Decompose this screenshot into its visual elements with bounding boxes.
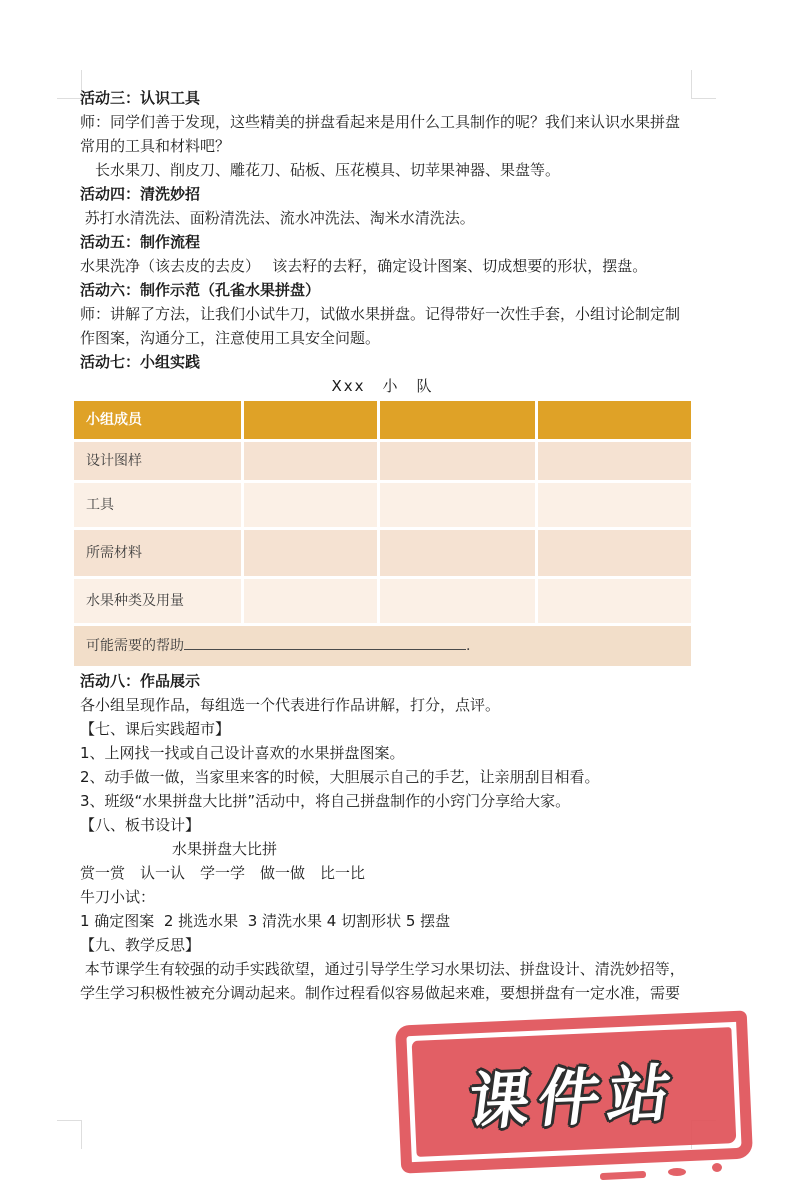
activity8-heading: 活动八：作品展示: [80, 672, 201, 690]
table-cell-empty[interactable]: [244, 483, 378, 527]
reflection-line2: 学生学习积极性被充分调动起来。制作过程看似容易做起来难，要想拼盘有一定水准，需要: [80, 984, 681, 1002]
text-boundary-mark-bottom-left: [57, 1120, 82, 1149]
document-body: [80, 86, 694, 1005]
activity3-text-line1: 师：同学们善于发现，这些精美的拼盘看起来是用什么工具制作的呢？我们来认识水果拼盘: [80, 113, 681, 131]
activity6-text-line2: 作图案，沟通分工，注意使用工具安全问题。: [80, 329, 381, 347]
stamp-text: 课件站: [463, 1055, 684, 1139]
group-practice-table: [71, 398, 694, 669]
table-cell-empty[interactable]: [538, 442, 691, 480]
board-design-title: 水果拼盘大比拼: [172, 840, 278, 858]
board-design-line: 赏一赏 认一认 学一学 做一做 比一比: [80, 864, 366, 882]
text-boundary-mark-top-left: [57, 70, 82, 99]
table-header-members: 小组成员: [74, 401, 241, 439]
group-table-caption: Xxx 小 队: [331, 377, 434, 395]
activity5-heading: 活动五：制作流程: [80, 233, 201, 251]
help-label: 可能需要的帮助: [86, 638, 184, 654]
table-header-cell-empty[interactable]: [538, 401, 691, 439]
row-label-materials: 所需材料: [74, 530, 241, 576]
table-cell-empty[interactable]: [380, 483, 534, 527]
activity8-text: 各小组呈现作品，每组选一个代表进行作品讲解，打分，点评。: [80, 696, 501, 714]
stamp-ink-splatter: [712, 1163, 722, 1172]
section7-item-1: 1、上网找一找或自己设计喜欢的水果拼盘图案。: [80, 744, 405, 762]
activity6-heading: 活动六：制作示范（孔雀水果拼盘）: [80, 281, 321, 299]
table-row-help: [74, 626, 691, 666]
table-row-materials: [74, 530, 691, 576]
table-row-fruit-amount: [74, 579, 691, 623]
table-cell-empty[interactable]: [538, 483, 691, 527]
stamp-ink-splatter: [600, 1171, 646, 1180]
section7-heading: 【七、课后实践超市】: [80, 720, 231, 738]
activity5-text: 水果洗净（该去皮的去皮） 该去籽的去籽，确定设计图案、切成想要的形状，摆盘。: [80, 257, 648, 275]
table-row-tools: [74, 483, 691, 527]
activity4-heading: 活动四：清洗妙招: [80, 185, 201, 203]
section9-heading: 【九、教学反思】: [80, 936, 201, 954]
help-cell: [74, 626, 691, 666]
table-row-design: [74, 442, 691, 480]
help-period: .: [466, 638, 471, 654]
row-label-tools: 工具: [74, 483, 241, 527]
table-header-cell-empty[interactable]: [380, 401, 534, 439]
table-header-row: [74, 401, 691, 439]
stamp-background: [412, 1027, 737, 1157]
table-cell-empty[interactable]: [380, 579, 534, 623]
group-table-section: [71, 374, 694, 669]
first-try-steps: 1 确定图案 2 挑选水果 3 清洗水果 4 切割形状 5 摆盘: [80, 912, 451, 930]
table-cell-empty[interactable]: [244, 530, 378, 576]
table-cell-empty[interactable]: [538, 530, 691, 576]
first-try-heading: 牛刀小试：: [80, 888, 156, 906]
table-cell-empty[interactable]: [380, 442, 534, 480]
row-label-design: 设计图样: [74, 442, 241, 480]
stamp-ink-splatter: [668, 1168, 686, 1176]
activity4-methods-list: 苏打水清洗法、面粉清洗法、流水冲洗法、淘米水清洗法。: [80, 209, 475, 227]
row-label-fruit-amount: 水果种类及用量: [74, 579, 241, 623]
activity3-text-line2: 常用的工具和材料吧？: [80, 137, 231, 155]
section7-item-2: 2、动手做一做，当家里来客的时候，大胆展示自己的手艺，让亲朋刮目相看。: [80, 768, 600, 786]
table-cell-empty[interactable]: [380, 530, 534, 576]
table-cell-empty[interactable]: [538, 579, 691, 623]
help-fill-in-blank[interactable]: [184, 635, 466, 650]
section7-item-3: 3、班级“水果拼盘大比拼”活动中，将自己拼盘制作的小窍门分享给大家。: [80, 792, 571, 810]
stamp-watermark: [395, 1010, 753, 1173]
activity3-heading: 活动三：认识工具: [80, 89, 201, 107]
table-header-cell-empty[interactable]: [244, 401, 378, 439]
activity3-tools-list: 长水果刀、削皮刀、雕花刀、砧板、压花模具、切苹果神器、果盘等。: [80, 161, 561, 179]
activity6-text-line1: 师：讲解了方法，让我们小试牛刀，试做水果拼盘。记得带好一次性手套，小组讨论制定制: [80, 305, 681, 323]
activity7-heading: 活动七：小组实践: [80, 353, 201, 371]
reflection-line1: 本节课学生有较强的动手实践欲望，通过引导学生学习水果切法、拼盘设计、清洗妙招等，: [80, 960, 685, 978]
text-boundary-mark-top-right: [691, 70, 716, 99]
table-cell-empty[interactable]: [244, 579, 378, 623]
section8-heading: 【八、板书设计】: [80, 816, 201, 834]
table-cell-empty[interactable]: [244, 442, 378, 480]
